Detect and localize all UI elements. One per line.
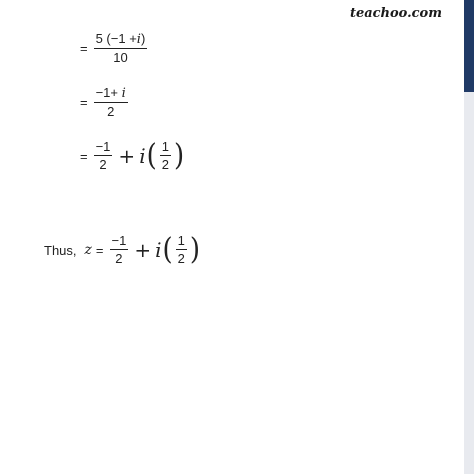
imaginary-unit: i <box>155 238 162 262</box>
conclusion-line <box>44 234 201 266</box>
denominator: 10 <box>113 50 128 65</box>
plus-sign: + <box>134 238 152 262</box>
numerator: 1 <box>161 139 169 154</box>
imaginary-unit: i <box>139 144 146 168</box>
imaginary-unit: i <box>136 32 141 47</box>
numerator: −1 <box>111 233 127 248</box>
variable-z: z <box>84 242 92 258</box>
step-2 <box>80 86 130 119</box>
left-paren: ( <box>146 138 157 174</box>
inner-fraction <box>160 140 171 172</box>
equals-sign: = <box>80 148 88 164</box>
equals-sign: = <box>95 242 104 258</box>
numerator: −1+ i <box>95 85 126 101</box>
denominator: 2 <box>161 157 169 172</box>
denominator: 2 <box>115 251 123 266</box>
step-1 <box>80 32 149 65</box>
imaginary-unit: i <box>121 86 126 101</box>
equals-sign: = <box>80 41 88 56</box>
numerator: −1 <box>95 139 111 154</box>
inner-fraction <box>176 234 187 266</box>
right-paren: ) <box>173 138 185 174</box>
right-paren: ) <box>189 232 201 268</box>
fraction <box>94 86 128 119</box>
equals-sign: = <box>80 95 88 110</box>
step-3 <box>80 140 185 172</box>
denominator: 2 <box>107 104 115 119</box>
slide-edge-bar <box>464 0 474 474</box>
plus-sign: + <box>118 144 136 168</box>
left-paren: ( <box>162 232 173 268</box>
denominator: 2 <box>177 251 185 266</box>
numerator: 1 <box>177 233 185 248</box>
thus-label: Thus, <box>44 242 77 258</box>
edge-accent <box>464 0 474 92</box>
numerator: 5 (−1 +i) <box>95 31 146 47</box>
teachoo-watermark: teachoo.com <box>349 6 442 21</box>
fraction <box>94 140 113 172</box>
fraction <box>94 32 148 65</box>
fraction <box>110 234 129 266</box>
denominator: 2 <box>99 157 107 172</box>
